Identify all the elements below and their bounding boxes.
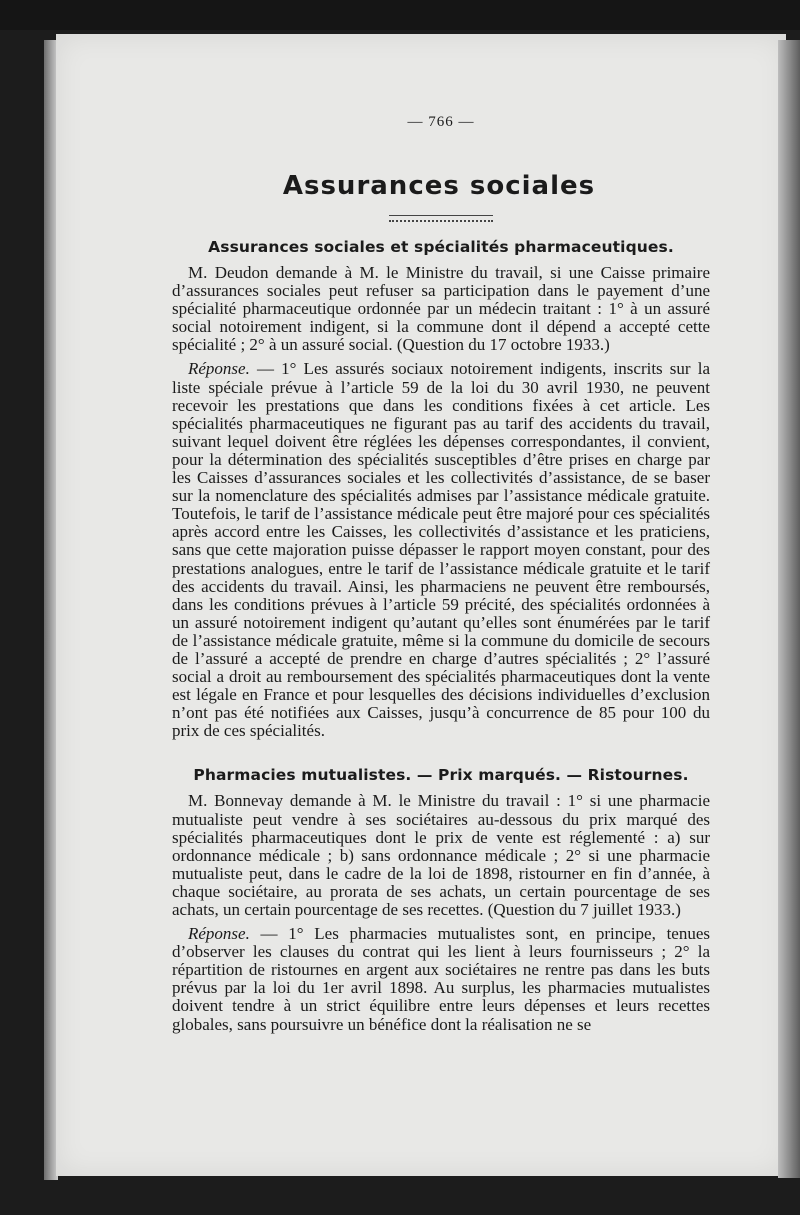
scan-background-top — [0, 0, 800, 30]
section-heading-pharmacies: Pharmacies mutualistes. — Prix marqués. — Ristournes. — [193, 766, 689, 785]
section-heading-specialites: Assurances sociales et spécialités pharmaceutiques. — [208, 238, 674, 256]
page-content — [172, 108, 710, 1034]
question-paragraph-bonnevay: M. Bonnevay demande à M. le Ministre du travail : 1° si une pharmacie mutualiste peut vendre à ses sociétaires au-dessous du prix marqué des spécialités pharmaceutiques dont le prix de vente est réglementé : a) sur ordonnance médicale ; b) sans ordonnance médicale ; 2° si une pharmacie mutualiste peut, dans le cadre de la loi de 1898, ristourner en fin d’année, à chaque sociétaire, au prorata de ses achats, un certain pourcentage de ses achats, un certain pourcentage de ses recettes. (Question du 7 juillet 1933.) — [172, 791, 710, 919]
response-paragraph-deudon — [172, 360, 710, 740]
title-divider — [389, 215, 493, 222]
page-number: — 766 — — [407, 114, 475, 130]
question-paragraph-deudon: M. Deudon demande à M. le Ministre du travail, si une Caisse primaire d’assurances sociales peut refuser sa participation dans le payement d’une spécialité pharmaceutique ordonnée par un médecin traitant : 1° à un assuré social notoirement indigent, si la commune dont il dépend a accepté cette spécialité ; 2° à un assuré social. (Question du 17 octobre 1933.) — [172, 263, 710, 355]
response-text: — 1° Les assurés sociaux notoirement indigents, inscrits sur la liste spéciale prévue à l’article 59 de la loi du 30 avril 1930, ne peuvent recevoir les prestations que dans les conditions fixées à cet article. Les spécialités pharmaceutiques ne figurant pas au tarif des accidents du travail, suivant lequel doivent être réglées les dépenses correspondantes, il convient, pour la détermination des spécialités susceptibles d’être prises en charge par les Caisses d’assurances sociales et les collectivités d’assistance, de se baser sur la nomenclature des spécialités admises par l’assistance médicale gratuite. Toutefois, le tarif de l’assistance médicale peut être majoré pour ces spécialités après accord entre les Caisses, les collectivités d’assistance et les praticiens, sans que cette majoration puisse dépasser le rapport moyen constant, pour des prestations analogues, entre le tarif de l’assistance médicale gratuite et le tarif des accidents du travail. Ainsi, les pharmaciens ne peuvent être remboursés, dans les conditions prévues à l’article 59 précité, des spécialités ordonnées à un assuré notoirement indigent qu’autant qu’elles sont énumérées par le tarif de l’assistance médicale gratuite, même si la commune du domicile de secours de l’assuré a accepté de prendre en charge d’autres spécialités ; 2° l’assuré social a droit au remboursement des spécialités pharmaceutiques dont la vente est légale en France et pour lesquelles des décisions individuelles d’exclusion n’ont pas été notifiées aux Caisses, jusqu’à concurrence de 85 pour 100 du prix de ces spécialités. — [172, 359, 710, 741]
page-title: Assurances sociales — [282, 171, 596, 201]
response-paragraph-bonnevay — [172, 925, 710, 1034]
response-label: Réponse. — [188, 359, 250, 379]
response-label: Réponse. — [188, 924, 250, 944]
page-stack-edge — [778, 40, 800, 1178]
response-text: — 1° Les pharmacies mutualistes sont, en principe, tenues d’observer les clauses du contrat qui les lient à leurs fournisseurs ; 2° la répartition de ristournes en argent aux sociétaires ne rentre pas dans les buts prévus par la loi du 1er avril 1898. Au surplus, les pharmacies mutualistes doivent tendre à un strict équilibre entre leurs dépenses et leurs recettes globales, sans poursuivre un bénéfice dont la réalisation ne se — [172, 924, 710, 1034]
